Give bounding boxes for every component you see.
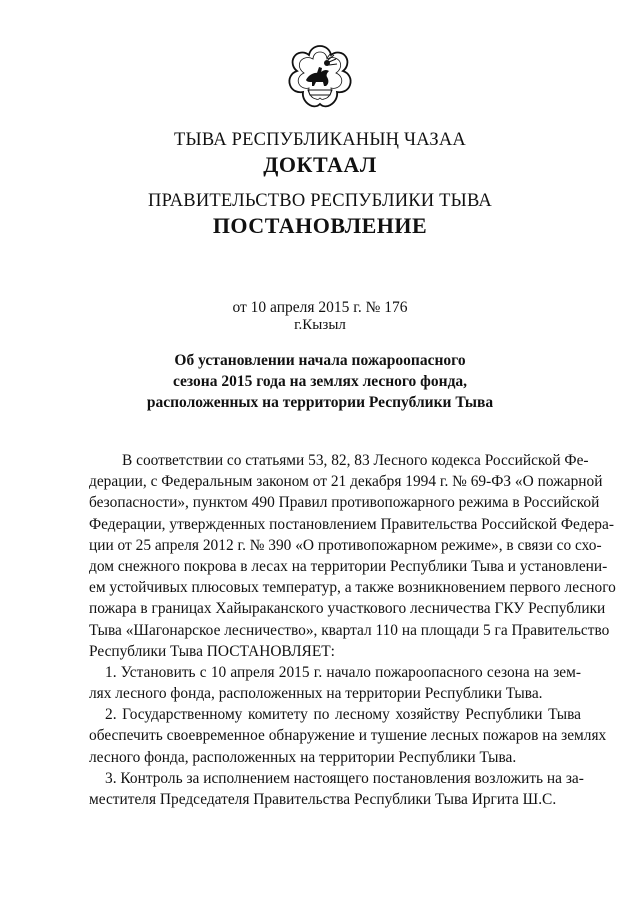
- body-line: пожара в границах Хайыраканского участкового лесничества ГКУ Республики: [89, 600, 606, 618]
- body-line: дом снежного покрова в лесах на территории Республики Тыва и установлени-: [89, 557, 608, 575]
- body-line: лесного фонда, расположенных на территории Республики Тыва.: [89, 748, 517, 766]
- body-line: Республики Тыва ПОСТАНОВЛЯЕТ:: [89, 642, 335, 660]
- body-line: обеспечить своевременное обнаружение и тушение лесных пожаров на землях: [89, 727, 607, 745]
- russian-government-title: ПРАВИТЕЛЬСТВО РЕСПУБЛИКИ ТЫВА: [148, 191, 492, 211]
- title-line: расположенных на территории Республики Тыва: [146, 394, 494, 411]
- item-1-paragraph: [89, 662, 581, 704]
- document-title: [0, 350, 640, 413]
- body-line: В соответствии со статьями 53, 82, 83 Лесного кодекса Российской Фе-: [122, 452, 589, 469]
- preamble-paragraph: [89, 450, 616, 662]
- body-line: 3. Контроль за исполнением настоящего постановления возложить на за-: [105, 769, 584, 787]
- body-line: ции от 25 апреля 2012 г. № 390 «О противопожарном режиме», в связи со схо-: [89, 536, 602, 554]
- document-city: г.Кызыл: [294, 317, 346, 333]
- tuvan-document-type: ДОКТААЛ: [263, 152, 377, 177]
- body-line: Тыва «Шагонарское лесничество», квартал 110 на площади 5 га Правительство: [89, 621, 610, 639]
- title-line: сезона 2015 года на землях лесного фонда,: [172, 373, 468, 390]
- document-body: [89, 450, 616, 810]
- body-line: 2. Государственному комитету по лесному хозяйству Республики Тыва: [105, 706, 581, 724]
- body-line: местителя Председателя Правительства Республики Тыва Иргита Ш.С.: [89, 791, 557, 808]
- body-line: безопасности», пунктом 490 Правил противопожарного режима в Российской: [89, 494, 600, 512]
- item-2-paragraph: [89, 704, 607, 768]
- body-line: дерации, с Федеральным законом от 21 декабря 1994 г. № 69-ФЗ «О пожарной: [89, 473, 603, 491]
- body-line: 1. Установить с 10 апреля 2015 г. начало пожароопасного сезона на зем-: [105, 663, 581, 681]
- body-line: Федерации, утвержденных постановлением Правительства Российской Федера-: [89, 515, 614, 533]
- tuva-coat-of-arms-icon: [282, 40, 358, 116]
- body-line: ем устойчивых плюсовых температур, а также возникновением первого лесного: [89, 579, 616, 597]
- title-line: Об установлении начала пожароопасного: [174, 352, 466, 369]
- tuvan-government-title: ТЫВА РЕСПУБЛИКАНЫҢ ЧАЗАА: [174, 130, 466, 150]
- document-date-number: от 10 апреля 2015 г. № 176: [232, 299, 408, 316]
- body-line: лях лесного фонда, расположенных на территории Республики Тыва.: [89, 685, 543, 703]
- item-3-paragraph: [89, 768, 584, 810]
- russian-document-type: ПОСТАНОВЛЕНИЕ: [212, 213, 428, 238]
